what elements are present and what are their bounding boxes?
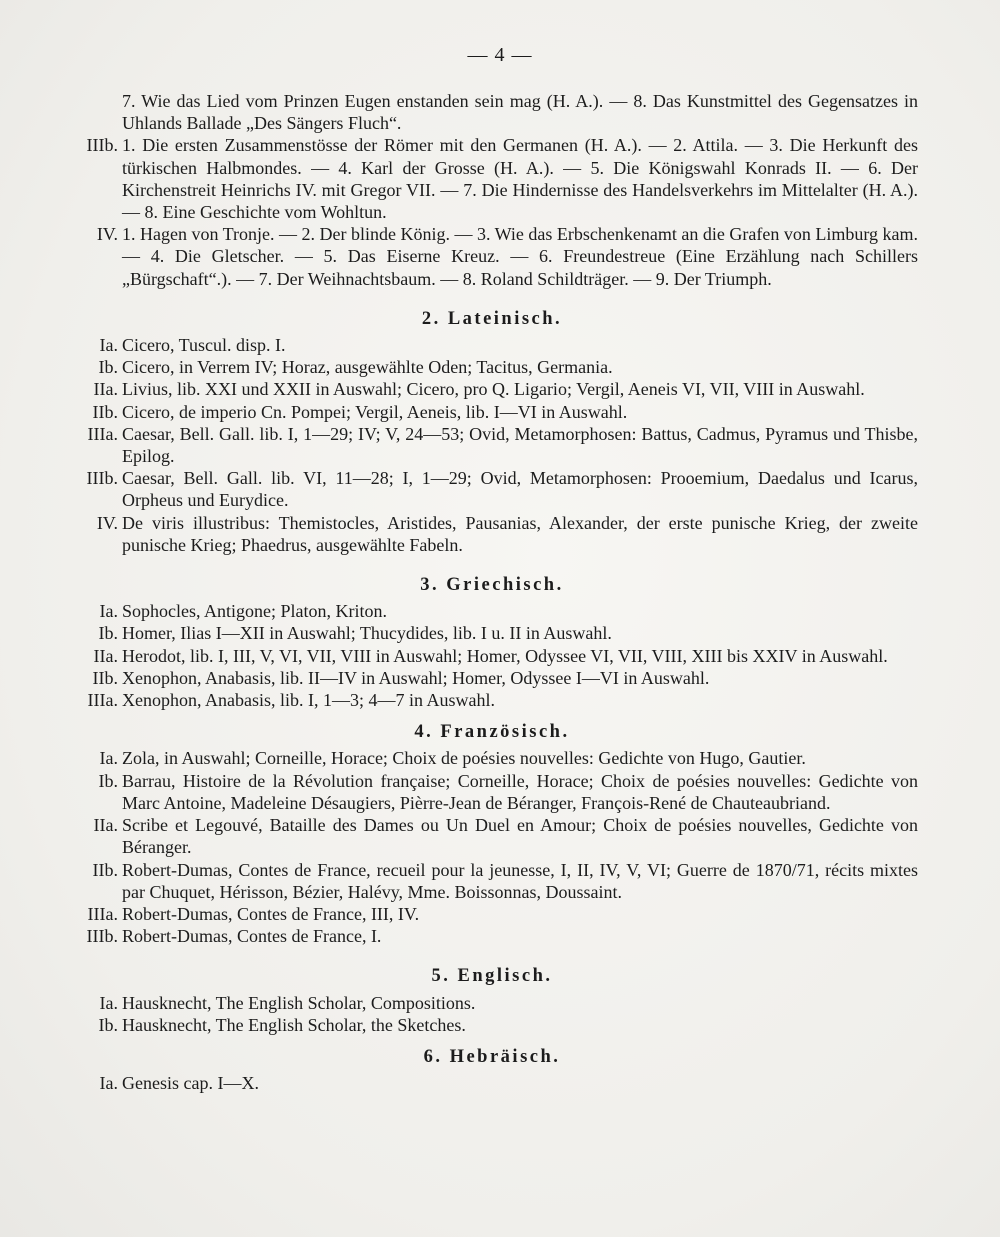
class-label: Ib. (98, 623, 118, 644)
class-label: Ib. (98, 357, 118, 378)
entry-text: Robert-Dumas, Contes de France, I. (122, 926, 382, 947)
entry-text: 7. Wie das Lied vom Prinzen Eugen enstanden sein mag (H. A.). — 8. Das Kunstmittel des Gegensatzes in Uhlands Ballade „Des Sängers Fluch“. (122, 91, 918, 134)
list-item (66, 1014, 918, 1036)
entry-text: Caesar, Bell. Gall. lib. I, 1—29; IV; V, 24—53; Ovid, Metamorphosen: Battus, Cadmus, Pyramus und Thisbe, Epilog. (122, 423, 918, 467)
list-item (66, 356, 918, 378)
section-heading: 5. Englisch. (431, 966, 553, 987)
list-item (66, 90, 918, 134)
list-item (66, 401, 918, 423)
list-item (66, 859, 918, 903)
class-label: IIIb. (86, 468, 118, 489)
entry-text: Hausknecht, The English Scholar, the Sketches. (122, 1014, 466, 1035)
class-label: IIb. (92, 401, 118, 422)
entry-text: Hausknecht, The English Scholar, Compositions. (122, 992, 476, 1013)
section-heading: 4. Französisch. (414, 722, 570, 743)
class-label: IIb. (92, 859, 118, 880)
section-heading: 6. Hebräisch. (423, 1046, 561, 1067)
class-label: Ia. (99, 748, 118, 769)
class-label: IIIa. (87, 903, 118, 924)
list-item (66, 747, 918, 769)
list-item (66, 992, 918, 1014)
list-item (66, 770, 918, 814)
entry-text: Cicero, de imperio Cn. Pompei; Vergil, Aeneis, lib. I—VI in Auswahl. (122, 401, 628, 422)
section-german-continued (66, 90, 918, 290)
page-content (66, 90, 918, 1094)
entry-text: Caesar, Bell. Gall. lib. VI, 11—28; I, 1—29; Ovid, Metamorphosen: Prooemium, Daedalus und Icarus, Orpheus und Eurydice. (122, 468, 918, 511)
entry-text: Cicero, in Verrem IV; Horaz, ausgewählte Oden; Tacitus, Germania. (122, 357, 613, 378)
entry-text: Sophocles, Antigone; Platon, Kriton. (122, 601, 387, 622)
entry-text: Barrau, Histoire de la Révolution française; Corneille, Horace; Choix de poésies nouvelles: Gedichte von Marc Antoine, Madeleine Désaugiers, Pièrre-Jean de Béranger, François-René de Chauteaubriand. (122, 770, 918, 813)
entry-text: Xenophon, Anabasis, lib. I, 1—3; 4—7 in Auswahl. (122, 690, 495, 711)
class-label: Ib. (98, 770, 118, 791)
list-item (66, 423, 918, 467)
section-hebrew (66, 1046, 918, 1094)
class-label: IIIa. (87, 690, 118, 711)
class-label: IIa. (93, 815, 118, 836)
class-label: Ia. (99, 992, 118, 1013)
list-item (66, 689, 918, 711)
list-item (66, 622, 918, 644)
section-heading: 3. Griechisch. (420, 575, 564, 596)
class-label: IV. (96, 224, 118, 245)
entry-text: Robert-Dumas, Contes de France, recueil pour la jeunesse, I, II, IV, V, VI; Guerre de 1870/71, récits mixtes par Chuquet, Hérisson, Bézier, Halévy, Mme. Boissonnas, Doussaint. (122, 859, 918, 902)
class-label: IIIa. (87, 423, 118, 444)
class-label: IIa. (93, 379, 118, 400)
section-heading: 2. Lateinisch. (421, 308, 563, 329)
class-label: IIb. (92, 667, 118, 688)
list-item (66, 903, 918, 925)
class-label: Ia. (99, 601, 118, 622)
entry-text: Genesis cap. I—X. (122, 1073, 259, 1094)
list-item (66, 645, 918, 667)
class-label: IIa. (93, 645, 118, 666)
list-item (66, 667, 918, 689)
list-item (66, 814, 918, 858)
entry-text: Xenophon, Anabasis, lib. II—IV in Auswahl; Homer, Odyssee I—VI in Auswahl. (122, 667, 710, 688)
entry-text: Herodot, lib. I, III, V, VI, VII, VIII in Auswahl; Homer, Odyssee VI, VII, VIII, XIII bis XXIV in Auswahl. (122, 645, 888, 666)
class-label: IIIb. (86, 135, 118, 156)
class-label: Ia. (99, 335, 118, 356)
entry-text: Robert-Dumas, Contes de France, III, IV. (122, 903, 420, 924)
list-item (66, 925, 918, 947)
list-item (66, 134, 918, 223)
entry-text: 1. Hagen von Tronje. — 2. Der blinde König. — 3. Wie das Erbschenkenamt an die Grafen von Limburg kam. — 4. Die Gletscher. — 5. Das Eiserne Kreuz. — 6. Freundestreue (Eine Erzählung nach Schillers „Bürgschaft“.). — 7. Der Weihnachtsbaum. — 8. Roland Schildträger. — 9. Der Triumph. (122, 224, 918, 289)
entry-text: Cicero, Tuscul. disp. I. (122, 335, 286, 356)
entry-text: Scribe et Legouvé, Bataille des Dames ou Un Duel en Amour; Choix de poésies nouvelles, Gedichte von Béranger. (122, 815, 918, 858)
section-greek (66, 574, 918, 711)
list-item (66, 378, 918, 400)
list-item (66, 467, 918, 511)
class-label: Ia. (99, 1073, 118, 1094)
entry-text: Livius, lib. XXI und XXII in Auswahl; Cicero, pro Q. Ligario; Vergil, Aeneis VI, VII, VIII in Auswahl. (122, 379, 865, 400)
entry-text: 1. Die ersten Zusammenstösse der Römer mit den Germanen (H. A.). — 2. Attila. — 3. Die Herkunft des türkischen Halbmondes. — 4. Karl der Grosse (H. A.). — 5. Die Königswahl Konrads II. — 6. Der Kirchenstreit Heinrichs IV. mit Gregor VII. — 7. Die Hindernisse des Handelsverkehrs im Mittelalter (H. A.). — 8. Eine Geschichte vom Wohltun. (122, 135, 918, 223)
entry-text: Homer, Ilias I—XII in Auswahl; Thucydides, lib. I u. II in Auswahl. (122, 623, 612, 644)
class-label: Ib. (98, 1014, 118, 1035)
list-item (66, 223, 918, 290)
section-latin (66, 308, 918, 556)
list-item (66, 1072, 918, 1094)
class-label: IV. (96, 512, 118, 533)
entry-text: Zola, in Auswahl; Corneille, Horace; Choix de poésies nouvelles: Gedichte von Hugo, Gautier. (122, 748, 806, 769)
page-number: — 4 — (467, 44, 533, 66)
section-english (66, 965, 918, 1036)
list-item (66, 334, 918, 356)
list-item (66, 600, 918, 622)
class-label: IIIb. (86, 926, 118, 947)
entry-text: De viris illustribus: Themistocles, Aristides, Pausanias, Alexander, der erste punische Krieg, der zweite punische Krieg; Phaedrus, ausgewählte Fabeln. (122, 512, 918, 555)
list-item (66, 512, 918, 556)
section-french (66, 721, 918, 947)
